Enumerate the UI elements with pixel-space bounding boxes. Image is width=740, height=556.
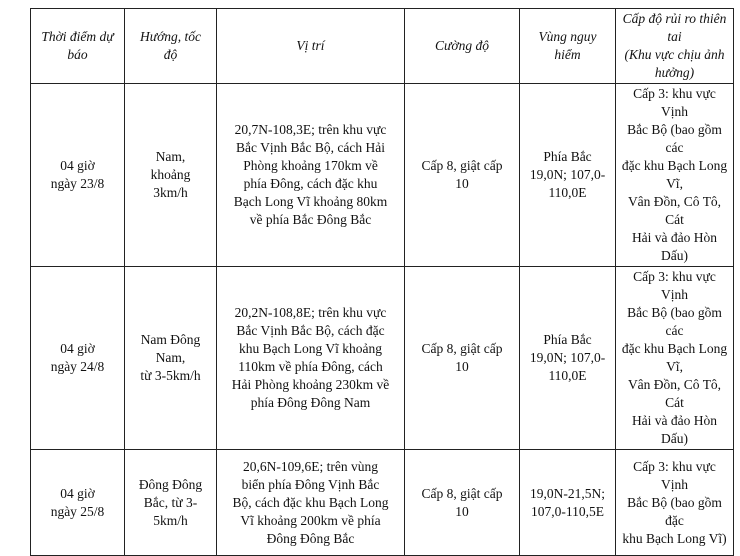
table-row	[31, 267, 734, 450]
cell-intensity: Cấp 8, giật cấp 10	[405, 84, 520, 267]
header-position: Vị trí	[217, 9, 405, 84]
table-header-row	[31, 9, 734, 84]
cell-intensity: Cấp 8, giật cấp 10	[405, 267, 520, 450]
cell-direction: Nam Đông Nam, từ 3-5km/h	[125, 267, 217, 450]
cell-position: 20,7N-108,3E; trên khu vực Bắc Vịnh Bắc Bộ, cách Hải Phòng khoảng 170km về phía Đông, cách đặc khu Bạch Long Vĩ khoảng 80km về phía Bắc Đông Bắc	[217, 84, 405, 267]
cell-time: 04 giờ ngày 23/8	[31, 84, 125, 267]
forecast-table-container	[30, 8, 733, 556]
cell-danger-zone: Phía Bắc 19,0N; 107,0- 110,0E	[520, 84, 616, 267]
cell-risk-level: Cấp 3: khu vực Vịnh Bắc Bộ (bao gồm đặc khu Bạch Long Vĩ)	[616, 450, 734, 556]
cell-intensity: Cấp 8, giật cấp 10	[405, 450, 520, 556]
cell-position: 20,6N-109,6E; trên vùng biển phía Đông Vịnh Bắc Bộ, cách đặc khu Bạch Long Vĩ khoảng 200km về phía Đông Đông Bắc	[217, 450, 405, 556]
forecast-table	[30, 8, 734, 556]
cell-danger-zone: 19,0N-21,5N; 107,0-110,5E	[520, 450, 616, 556]
header-danger-zone: Vùng nguy hiểm	[520, 9, 616, 84]
cell-danger-zone: Phía Bắc 19,0N; 107,0- 110,0E	[520, 267, 616, 450]
table-row	[31, 450, 734, 556]
cell-risk-level: Cấp 3: khu vực Vịnh Bắc Bộ (bao gồm các đặc khu Bạch Long Vĩ, Vân Đồn, Cô Tô, Cát Hải và đảo Hòn Dấu)	[616, 267, 734, 450]
header-risk-level: Cấp độ rủi ro thiên tai (Khu vực chịu ảnh hưởng)	[616, 9, 734, 84]
cell-time: 04 giờ ngày 24/8	[31, 267, 125, 450]
cell-position: 20,2N-108,8E; trên khu vực Bắc Vịnh Bắc Bộ, cách đặc khu Bạch Long Vĩ khoảng 110km về phía Đông, cách Hải Phòng khoảng 230km về phía Đông Đông Nam	[217, 267, 405, 450]
header-direction: Hướng, tốc độ	[125, 9, 217, 84]
cell-time: 04 giờ ngày 25/8	[31, 450, 125, 556]
header-time: Thời điểm dự báo	[31, 9, 125, 84]
cell-direction: Đông Đông Bắc, từ 3- 5km/h	[125, 450, 217, 556]
table-row	[31, 84, 734, 267]
cell-risk-level: Cấp 3: khu vực Vịnh Bắc Bộ (bao gồm các đặc khu Bạch Long Vĩ, Vân Đồn, Cô Tô, Cát Hải và đảo Hòn Dấu)	[616, 84, 734, 267]
cell-direction: Nam, khoảng 3km/h	[125, 84, 217, 267]
header-intensity: Cường độ	[405, 9, 520, 84]
